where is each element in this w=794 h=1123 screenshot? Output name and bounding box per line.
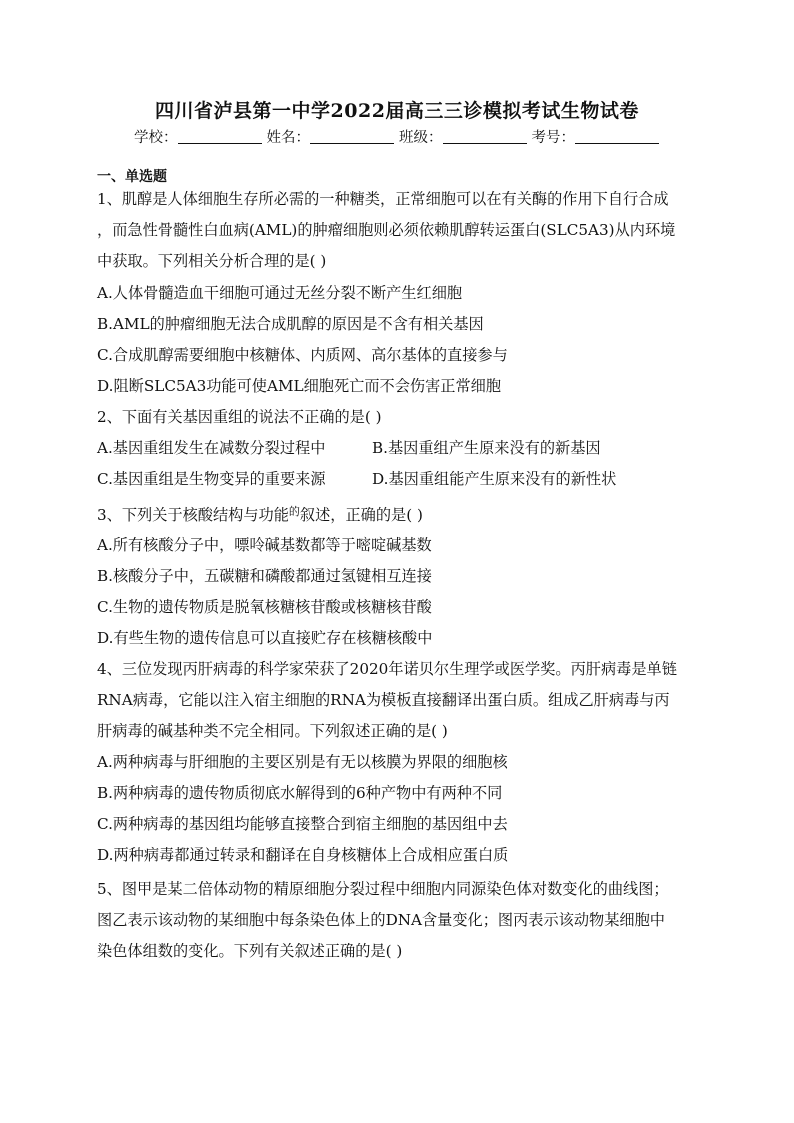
q4-option-d: D.两种病毒都通过转录和翻译在自身核糖体上合成相应蛋白质 xyxy=(97,846,509,864)
q1-option-d: D.阻断SLC5A3功能可使AML细胞死亡而不会伤害正常细胞 xyxy=(97,377,502,395)
q4-stem-line: RNA病毒，它能以注入宿主细胞的RNA为模板直接翻译出蛋白质。组成乙肝病毒与丙 xyxy=(97,691,670,709)
q1-option-c: C.合成肌醇需要细胞中核糖体、内质网、高尔基体的直接参与 xyxy=(97,346,508,364)
q5-stem-line: 5、图甲是某二倍体动物的精原细胞分裂过程中细胞内同源染色体对数变化的曲线图； xyxy=(97,880,669,898)
q3-stem xyxy=(97,503,423,525)
q1-stem-line: ，而急性骨髓性白血病(AML)的肿瘤细胞则必须依赖肌醇转运蛋白(SLC5A3)从内环境 xyxy=(97,221,676,239)
q3-option-a: A.所有核酸分子中，嘌呤碱基数都等于嘧啶碱基数 xyxy=(97,536,432,554)
exam-number-blank[interactable] xyxy=(575,129,659,144)
class-blank[interactable] xyxy=(443,129,527,144)
q4-option-c: C.两种病毒的基因组均能够直接整合到宿主细胞的基因组中去 xyxy=(97,815,508,833)
exam-number-label: 考号： xyxy=(531,130,575,146)
class-label: 班级： xyxy=(399,130,443,146)
name-blank[interactable] xyxy=(310,129,394,144)
name-label: 姓名： xyxy=(266,130,310,146)
q4-stem-line: 肝病毒的碱基种类不完全相同。下列叙述正确的是( ) xyxy=(97,722,448,740)
q1-stem-line: 1、肌醇是人体细胞生存所必需的一种糖类，正常细胞可以在有关酶的作用下自行合成 xyxy=(97,190,669,208)
q4-option-b: B.两种病毒的遗传物质彻底水解得到的6种产物中有两种不同 xyxy=(97,784,503,802)
q1-stem-line: 中获取。下列相关分析合理的是( ) xyxy=(97,252,327,270)
q2-stem: 2、下面有关基因重组的说法不正确的是( ) xyxy=(97,408,382,426)
q3-stem-part: 3、下列关于核酸结构与功能 xyxy=(97,506,289,524)
q3-stem-part: 叙述，正确的是( ) xyxy=(299,506,423,524)
q3-option-d: D.有些生物的遗传信息可以直接贮存在核糖核酸中 xyxy=(97,629,433,647)
q2-option-d: D.基因重组能产生原来没有的新性状 xyxy=(372,470,617,488)
q4-option-a: A.两种病毒与肝细胞的主要区别是有无以核膜为界限的细胞核 xyxy=(97,753,508,771)
q2-option-a: A.基因重组发生在减数分裂过程中 xyxy=(97,439,326,457)
section-heading: 一、单选题 xyxy=(97,169,167,185)
student-info-row xyxy=(0,126,794,147)
q1-option-b: B.AML的肿瘤细胞无法合成肌醇的原因是不含有相关基因 xyxy=(97,315,484,333)
q3-stem-raised-char: 的 xyxy=(288,505,300,518)
school-label: 学校： xyxy=(134,130,178,146)
q3-option-b: B.核酸分子中，五碳糖和磷酸都通过氢键相互连接 xyxy=(97,567,432,585)
q2-option-b: B.基因重组产生原来没有的新基因 xyxy=(372,439,601,457)
q3-option-c: C.生物的遗传物质是脱氧核糖核苷酸或核糖核苷酸 xyxy=(97,598,432,616)
q2-option-c: C.基因重组是生物变异的重要来源 xyxy=(97,470,326,488)
exam-title: 四川省泸县第一中学2022届高三三诊模拟考试生物试卷 xyxy=(155,100,639,122)
q5-stem-line: 染色体组数的变化。下列有关叙述正确的是( ) xyxy=(97,942,403,960)
q4-stem-line: 4、三位发现丙肝病毒的科学家荣获了2020年诺贝尔生理学或医学奖。丙肝病毒是单链 xyxy=(97,660,677,678)
q5-stem-line: 图乙表示该动物的某细胞中每条染色体上的DNA含量变化；图丙表示该动物某细胞中 xyxy=(97,911,665,929)
q1-option-a: A.人体骨髓造血干细胞可通过无丝分裂不断产生红细胞 xyxy=(97,284,463,302)
school-blank[interactable] xyxy=(178,129,262,144)
